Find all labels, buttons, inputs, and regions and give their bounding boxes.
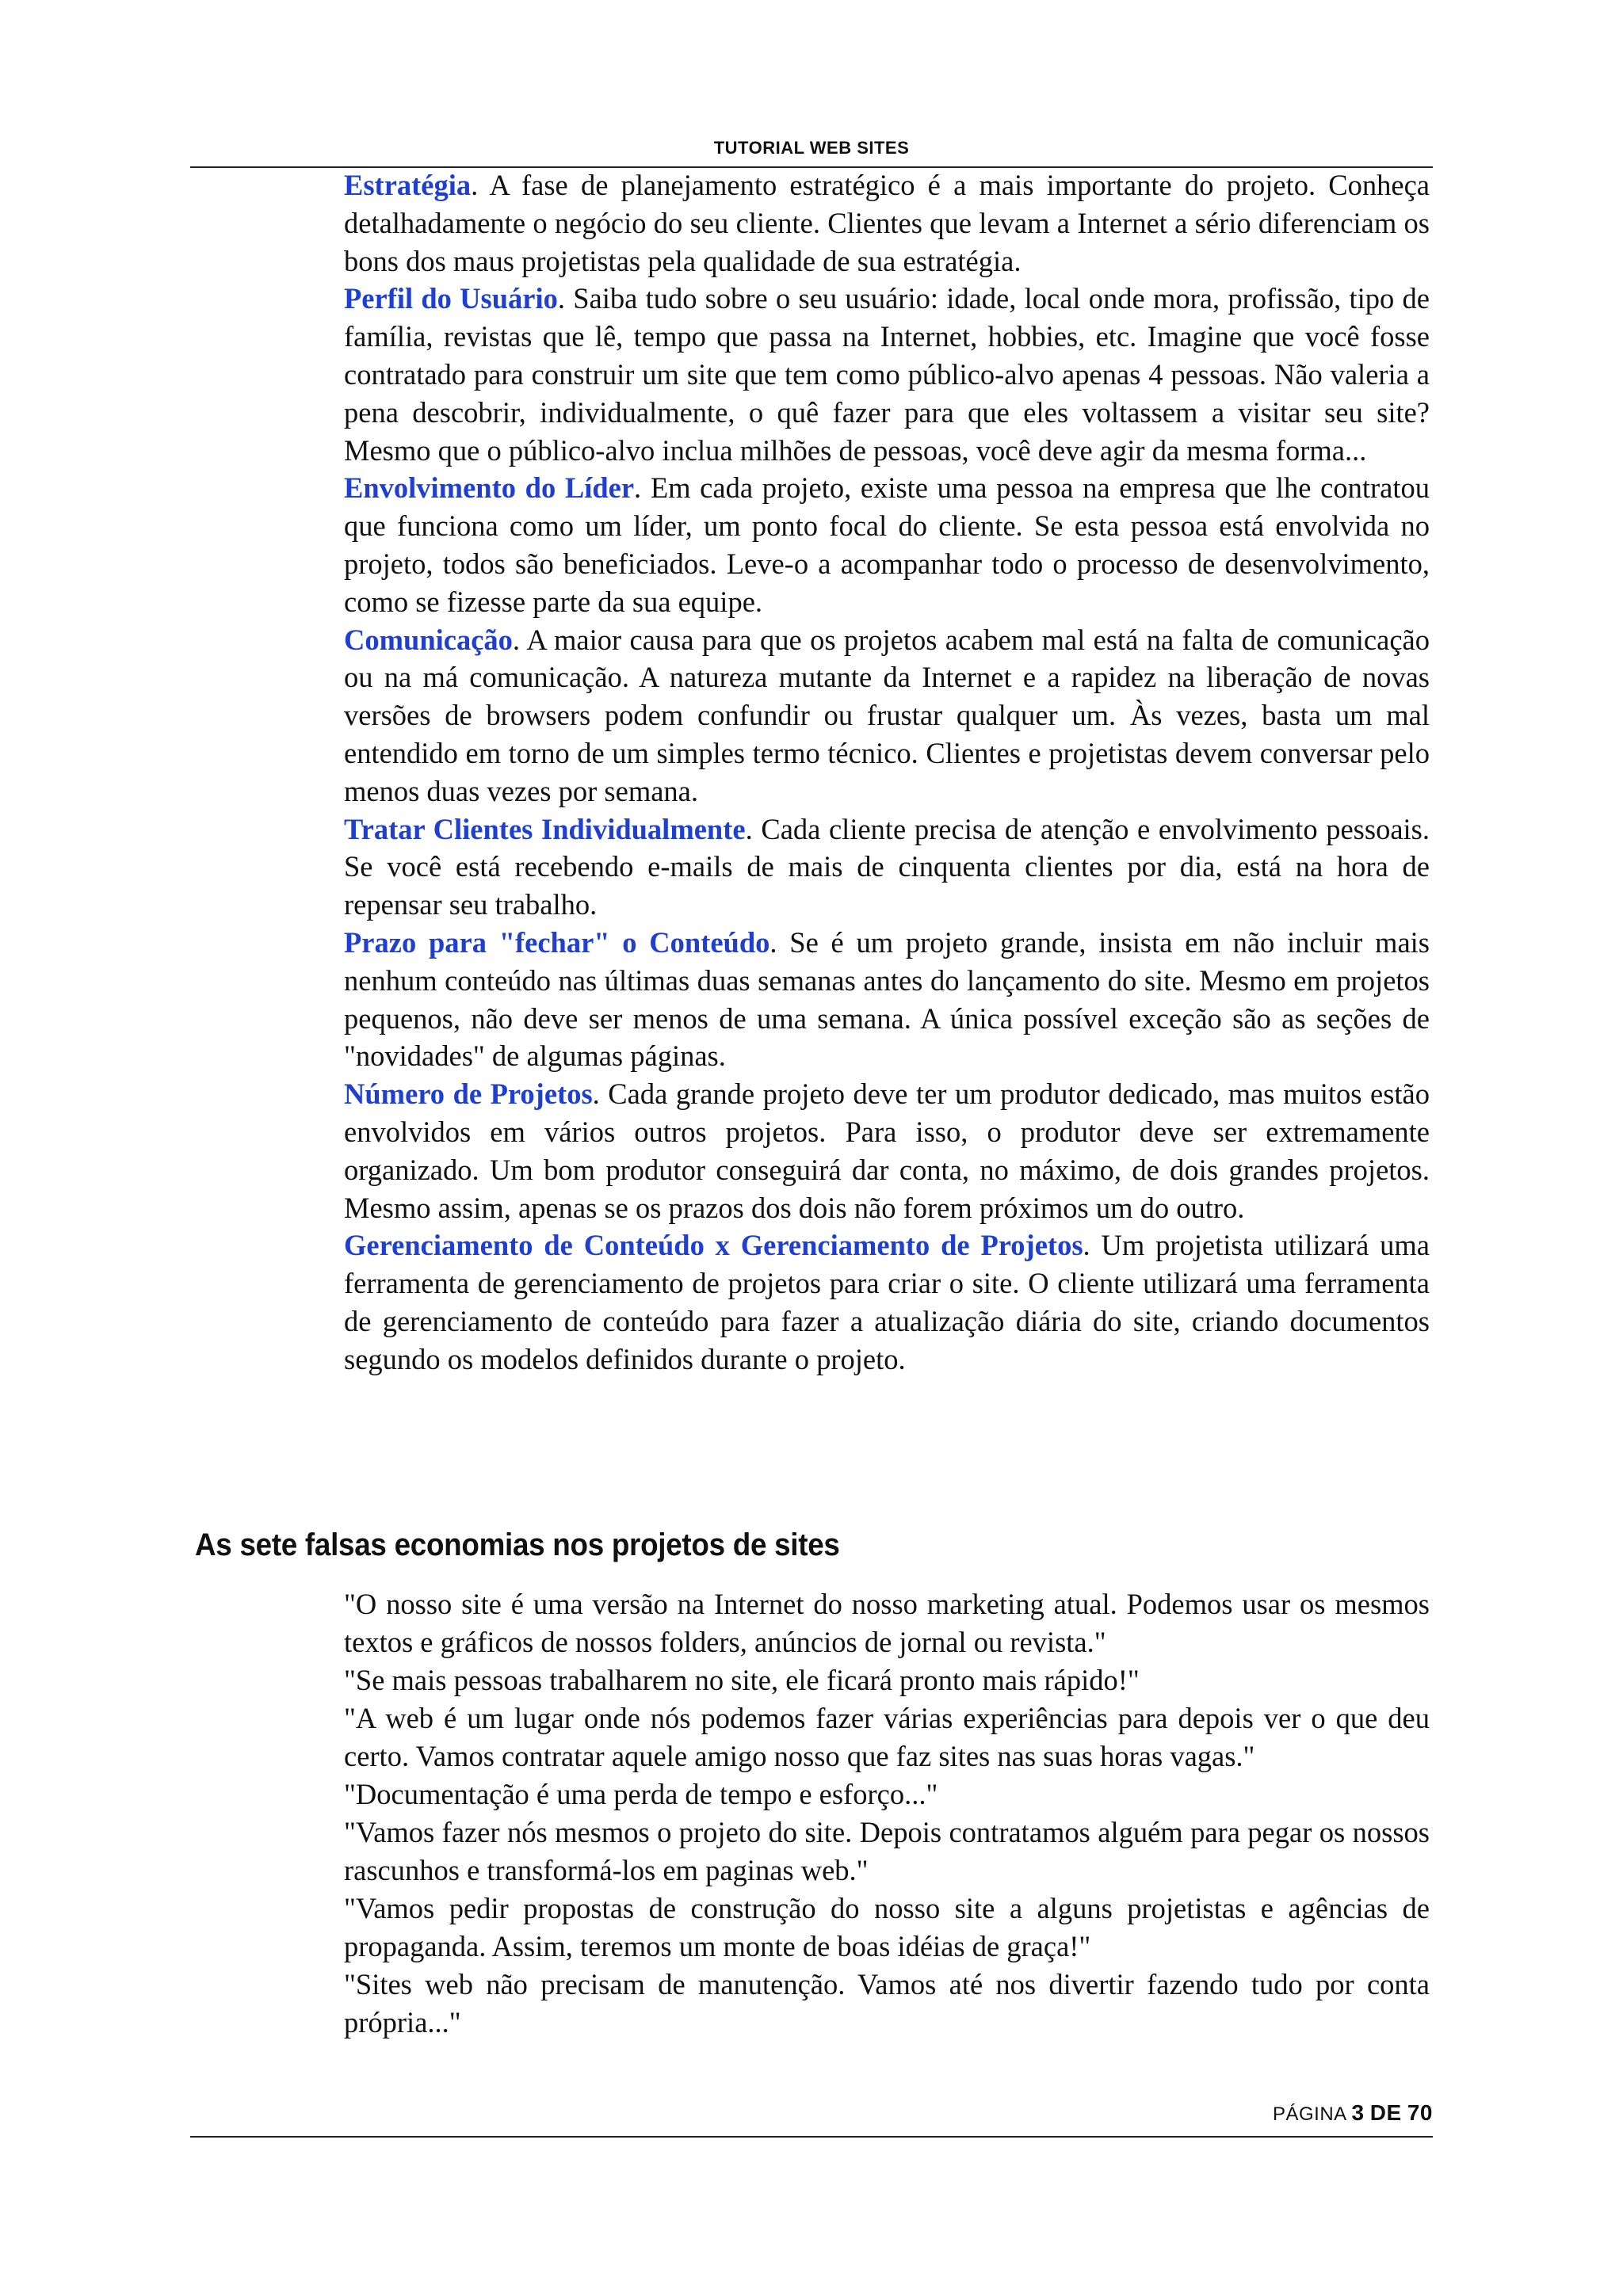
page-total: 70 [1407,2100,1433,2125]
paragraph-text: . Em cada projeto, existe uma pessoa na empresa que lhe contratou que funciona como um líder, um ponto focal do cliente. Se esta pessoa está envolvida no projeto, todos são beneficiados. Leve-o a acompanhar todo o processo de desenvolvimento, como se fizesse parte da sua equipe. [344,471,1430,618]
footer-divider [190,2136,1433,2138]
term-heading: Perfil do Usuário [344,282,558,315]
section-heading: As sete falsas economias nos projetos de sites [195,1527,840,1562]
paragraph-prazo-conteudo [344,924,1430,1075]
main-body [344,166,1430,1379]
paragraph-text: . Se é um projeto grande, insista em não incluir mais nenhum conteúdo nas últimas duas semanas antes do lançamento do site. Mesmo em projetos pequenos, não deve ser menos de uma semana. A única possível exceção são as seções de "novidades" de algumas páginas. [344,925,1430,1073]
paragraph-text: . Um projetista utilizará uma ferramenta de gerenciamento de projetos para criar o site. O cliente utilizará uma ferramenta de gerenciamento de conteúdo para fazer a atualização diária do site, criando documentos segundo os modelos definidos durante o projeto. [344,1229,1430,1375]
page-number: 3 [1351,2100,1365,2125]
paragraph-text: . Cada cliente precisa de atenção e envolvimento pessoais. Se você está recebendo e-mails de mais de cinquenta clientes por dia, está na hora de repensar seu trabalho. [344,812,1430,921]
page-of-label: DE [1369,2100,1402,2125]
quote-item: "Se mais pessoas trabalharem no site, ele ficará pronto mais rápido!" [344,1664,1140,1696]
quote-item: "Vamos fazer nós mesmos o projeto do site. Depois contratamos alguém para pegar os nossos rascunhos e transformá-los em paginas web." [344,1816,1430,1886]
term-heading: Tratar Clientes Individualmente [344,812,746,845]
quote-item: "Vamos pedir propostas de construção do nosso site a alguns projetistas e agências de propaganda. Assim, teremos um monte de boas idéias de graça!" [344,1892,1430,1962]
quotes-list [344,1585,1430,2042]
term-heading: Envolvimento do Líder [344,471,635,505]
paragraph-text: . A fase de planejamento estratégico é a mais importante do projeto. Conheça detalhadamente o negócio do seu cliente. Clientes que levam a Internet a sério diferenciam os bons dos maus projetistas pela qualidade de sua estratégia. [344,169,1430,277]
paragraph-text: . Saiba tudo sobre o seu usuário: idade, local onde mora, profissão, tipo de família, revistas que lê, tempo que passa na Internet, hobbies, etc. Imagine que você fosse contratado para construir um site que tem como público-alvo apenas 4 pessoas. Não valeria a pena descobrir, individualmente, o quê fazer para que eles voltassem a visitar seu site? Mesmo que o público-alvo inclua milhões de pessoas, você deve agir da mesma forma... [344,282,1430,467]
page-label: PÁGINA [1272,2103,1346,2125]
paragraph-perfil-do-usuario [344,280,1430,469]
quote-item: "Documentação é uma perda de tempo e esforço..." [344,1778,938,1810]
term-heading: Número de Projetos [344,1077,593,1111]
paragraph-estrategia [344,166,1430,280]
page-footer [1273,2100,1433,2126]
paragraph-tratar-clientes [344,810,1430,924]
term-heading: Prazo para "fechar" o Conteúdo [344,925,770,959]
paragraph-gerenciamento [344,1226,1430,1378]
quote-item: "Sites web não precisam de manutenção. Vamos até nos divertir fazendo tudo por conta própria..." [344,1968,1430,2039]
term-heading: Comunicação [344,623,513,656]
quote-item: "O nosso site é uma versão na Internet do nosso marketing atual. Podemos usar os mesmos textos e gráficos de nossos folders, anúncios de jornal ou revista." [344,1588,1430,1658]
paragraph-numero-de-projetos [344,1075,1430,1226]
paragraph-envolvimento-do-lider [344,469,1430,620]
quote-item: "A web é um lugar onde nós podemos fazer várias experiências para depois ver o que deu certo. Vamos contratar aquele amigo nosso que faz sites nas suas horas vagas." [344,1702,1430,1772]
page-header-title: TUTORIAL WEB SITES [713,138,910,158]
paragraph-text: . A maior causa para que os projetos acabem mal está na falta de comunicação ou na má comunicação. A natureza mutante da Internet e a rapidez na liberação de novas versões de browsers podem confundir ou frustar qualquer um. Às vezes, basta um mal entendido em torno de um simples termo técnico. Clientes e projetistas devem conversar pelo menos duas vezes por semana. [344,623,1430,807]
term-heading: Estratégia [344,169,472,201]
term-heading: Gerenciamento de Conteúdo x Gerenciamento de Projetos [344,1229,1083,1262]
paragraph-comunicacao [344,621,1430,810]
paragraph-text: . Cada grande projeto deve ter um produtor dedicado, mas muitos estão envolvidos em vários outros projetos. Para isso, o produtor deve ser extremamente organizado. Um bom produtor conseguirá dar conta, no máximo, de dois grandes projetos. Mesmo assim, apenas se os prazos dos dois não forem próximos um do outro. [344,1077,1430,1224]
